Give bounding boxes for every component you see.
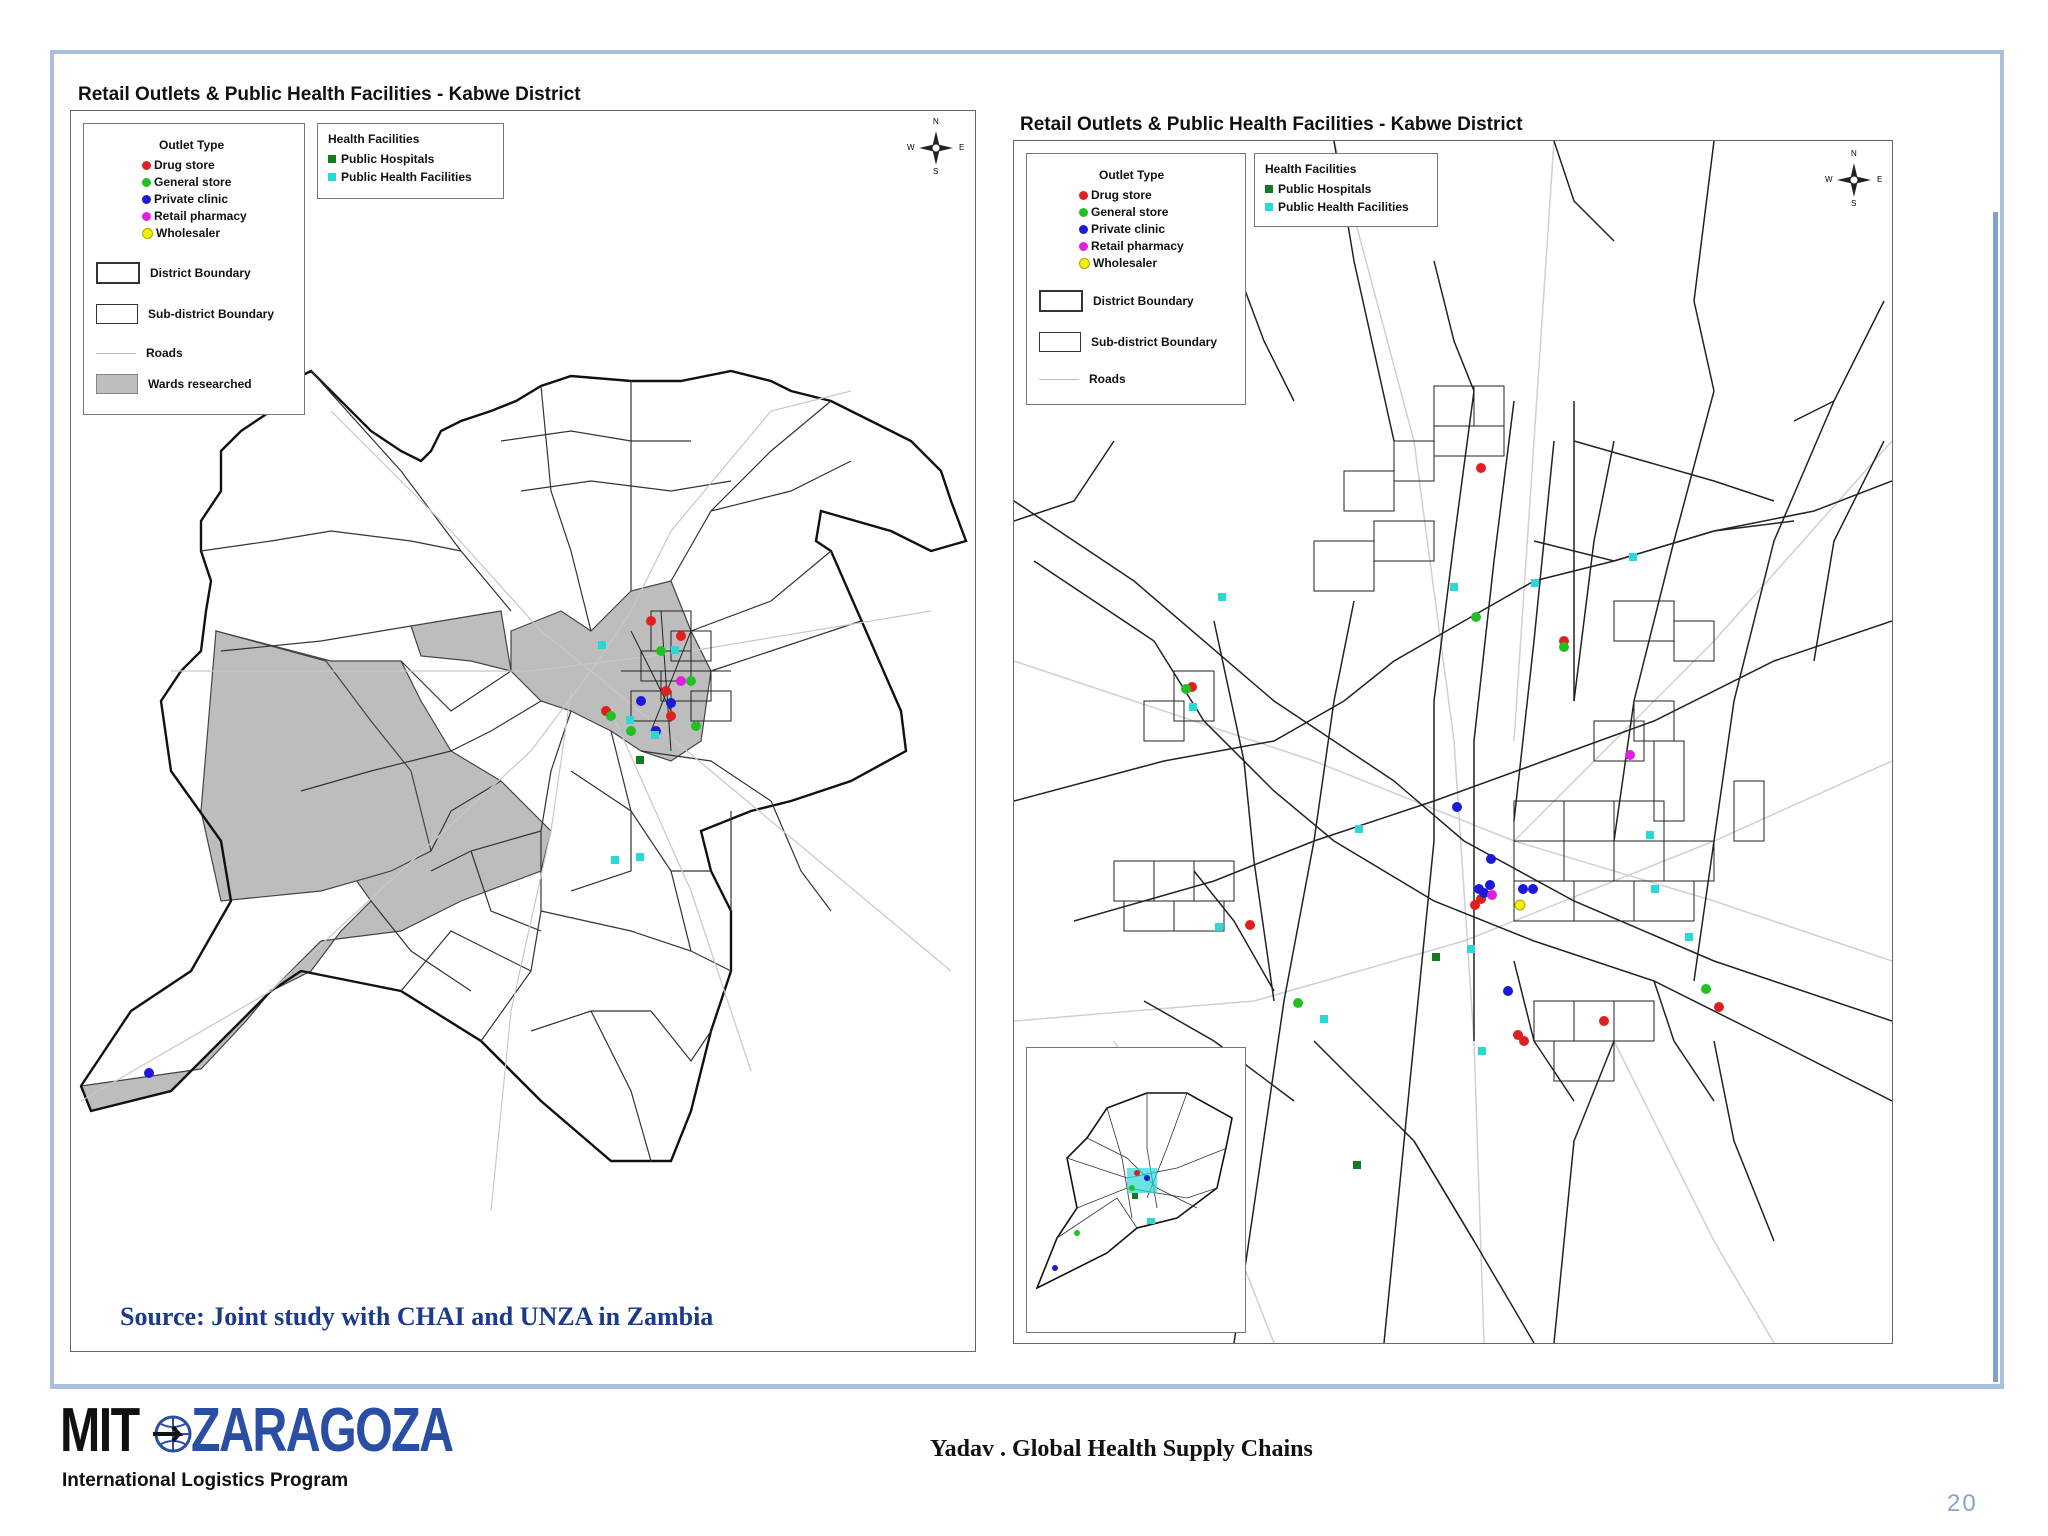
- green-dot-icon: [1079, 208, 1088, 217]
- right-map: [1013, 140, 1893, 1344]
- legend-subdistrict-boundary: Sub-district Boundary: [1039, 332, 1217, 352]
- cyan-square-icon: [328, 173, 336, 181]
- magenta-dot-icon: [142, 212, 151, 221]
- magenta-dot-icon: [1079, 242, 1088, 251]
- legend-heading: Outlet Type: [159, 138, 225, 152]
- legend-roads: Roads: [96, 346, 183, 360]
- legend-heading: Outlet Type: [1099, 168, 1165, 182]
- compass-e: E: [1877, 175, 1883, 184]
- legend-general-store: General store: [142, 175, 231, 189]
- green-square-icon: [1265, 185, 1273, 193]
- right-map-title: Retail Outlets & Public Health Facilities - Kabwe District: [1020, 114, 1523, 135]
- red-dot-icon: [1079, 191, 1088, 200]
- legend-wholesaler: Wholesaler: [142, 226, 220, 240]
- legend-drug-store: Drug store: [142, 158, 215, 172]
- inset-map: [1026, 1047, 1246, 1333]
- legend-retail-pharmacy: Retail pharmacy: [142, 209, 247, 223]
- compass-s: S: [1851, 199, 1857, 208]
- frame-accent: [1993, 212, 1998, 1382]
- blue-dot-icon: [142, 195, 151, 204]
- green-square-icon: [328, 155, 336, 163]
- compass-n: N: [933, 117, 939, 126]
- logo-zaragoza: ZARAGOZA: [190, 1396, 453, 1465]
- legend-general-store: General store: [1079, 205, 1168, 219]
- globe-arrow-icon: [151, 1412, 195, 1456]
- compass-e: E: [959, 143, 965, 152]
- legend-public-hospitals: Public Hospitals: [1265, 182, 1371, 196]
- cyan-square-icon: [1265, 203, 1273, 211]
- legend-public-health-facilities: Public Health Facilities: [328, 170, 472, 184]
- mit-zaragoza-logo: [60, 1396, 526, 1491]
- legend-private-clinic: Private clinic: [1079, 222, 1165, 236]
- footer-title: Yadav . Global Health Supply Chains: [930, 1436, 1313, 1462]
- left-map-title: Retail Outlets & Public Health Facilities - Kabwe District: [78, 84, 581, 105]
- yellow-dot-icon: [1079, 258, 1090, 269]
- legend-public-health-facilities: Public Health Facilities: [1265, 200, 1409, 214]
- legend-heading: Health Facilities: [328, 132, 420, 146]
- blue-dot-icon: [1079, 225, 1088, 234]
- legend-district-boundary: District Boundary: [1039, 290, 1194, 312]
- source-note: Source: Joint study with CHAI and UNZA in Zambia: [120, 1302, 714, 1331]
- legend-public-hospitals: Public Hospitals: [328, 152, 434, 166]
- legend-private-clinic: Private clinic: [142, 192, 228, 206]
- left-legend-outlets: [83, 123, 305, 415]
- green-dot-icon: [142, 178, 151, 187]
- yellow-dot-icon: [142, 228, 153, 239]
- legend-retail-pharmacy: Retail pharmacy: [1079, 239, 1184, 253]
- legend-drug-store: Drug store: [1079, 188, 1152, 202]
- red-dot-icon: [142, 161, 151, 170]
- right-legend-facilities: [1254, 153, 1438, 227]
- legend-wards-researched: Wards researched: [96, 374, 252, 394]
- residential-blocks: [1114, 386, 1764, 1081]
- legend-subdistrict-boundary: Sub-district Boundary: [96, 304, 274, 324]
- right-legend-outlets: [1026, 153, 1246, 405]
- left-map: [70, 110, 976, 1352]
- legend-roads: Roads: [1039, 372, 1126, 386]
- compass-w: W: [1825, 175, 1833, 184]
- legend-wholesaler: Wholesaler: [1079, 256, 1157, 270]
- compass-s: S: [933, 167, 939, 176]
- legend-district-boundary: District Boundary: [96, 262, 251, 284]
- page-number: 20: [1947, 1490, 1978, 1517]
- logo-mit: MIT: [60, 1396, 139, 1465]
- logo-subtitle: International Logistics Program: [62, 1470, 349, 1491]
- compass-w: W: [907, 143, 915, 152]
- compass-n: N: [1851, 149, 1857, 158]
- compass-icon: [1825, 149, 1883, 208]
- compass-icon: [907, 117, 965, 176]
- left-legend-facilities: [317, 123, 504, 199]
- legend-heading: Health Facilities: [1265, 162, 1357, 176]
